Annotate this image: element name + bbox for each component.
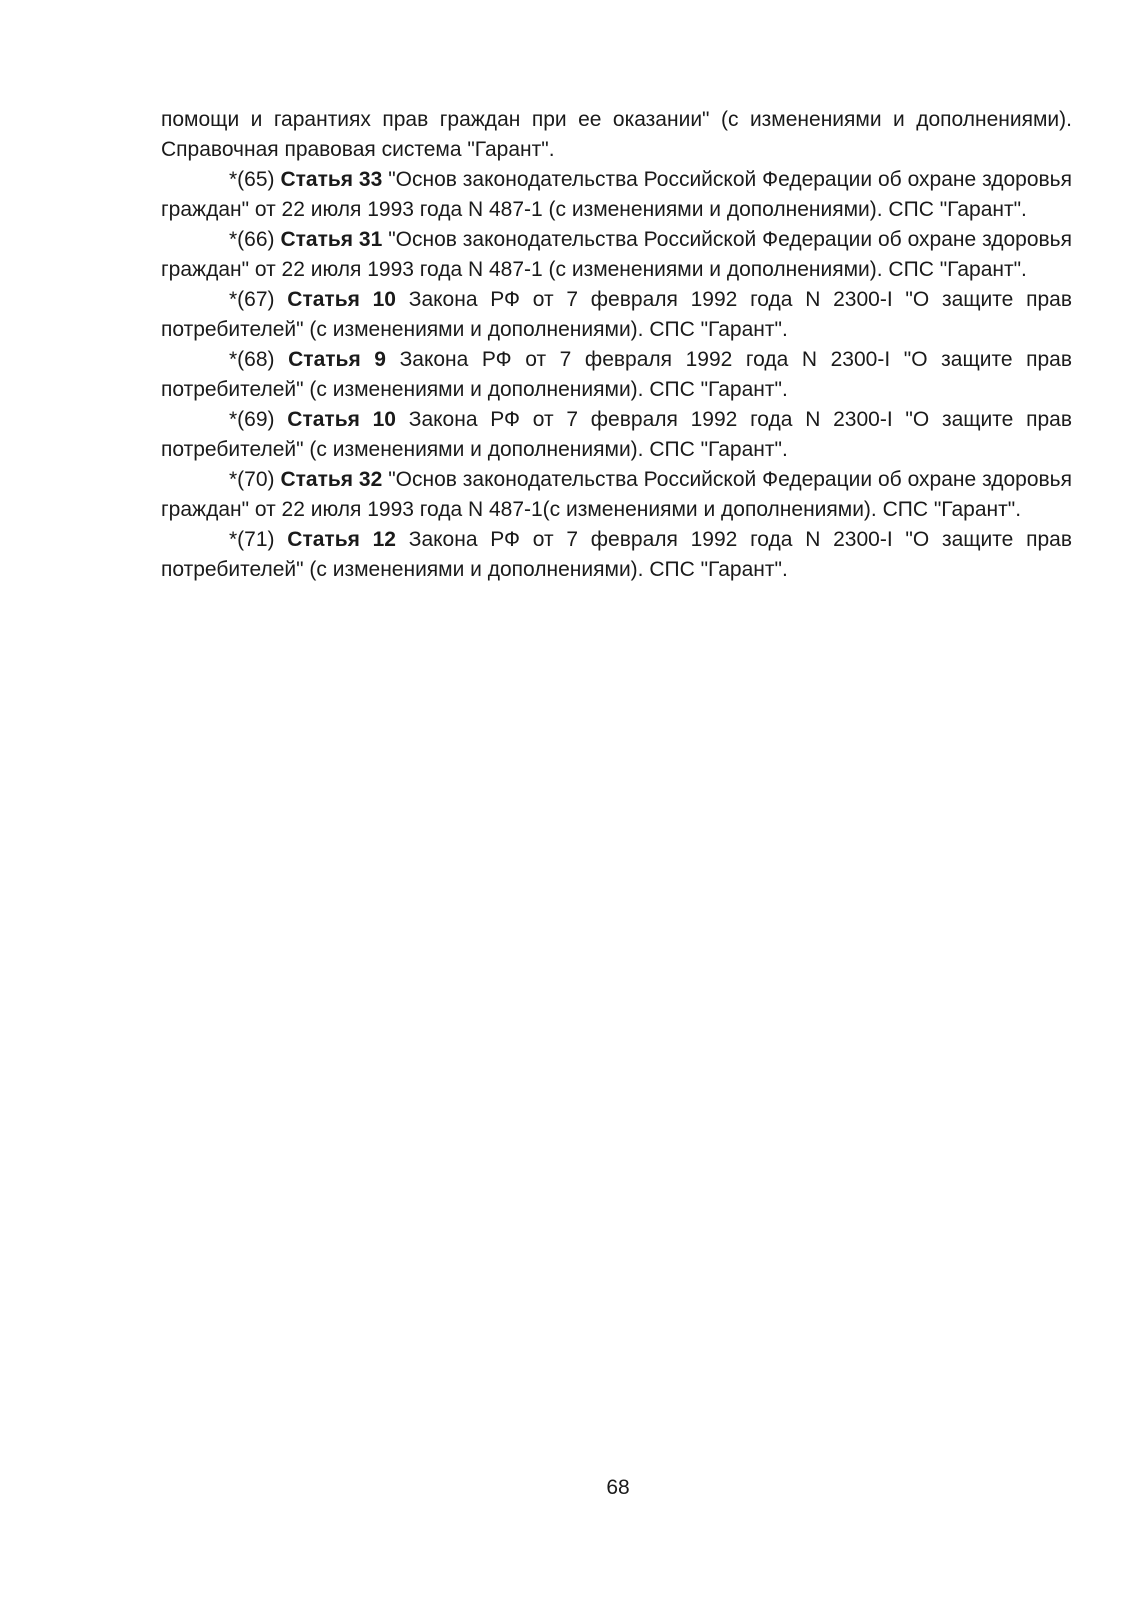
footnotes-block: [161, 105, 1072, 585]
footnote-text: Закона РФ от 7 февраля 1992 года N 2300-I "О защите прав потребителей" (с изменениями и дополнениями). СПС "Гарант".: [161, 348, 1072, 401]
footnote-65: [161, 165, 1072, 225]
footnote-marker: *(67): [229, 288, 275, 311]
footnote-text: Закона РФ от 7 февраля 1992 года N 2300-I "О защите прав потребителей" (с изменениями и дополнениями). СПС "Гарант".: [161, 408, 1072, 461]
footnote-article: Статья 32: [280, 468, 383, 491]
footnote-70: [161, 465, 1072, 525]
footnote-text: Закона РФ от 7 февраля 1992 года N 2300-I "О защите прав потребителей" (с изменениями и дополнениями). СПС "Гарант".: [161, 288, 1072, 341]
footnote-71: [161, 525, 1072, 585]
footnote-text: "Основ законодательства Российской Федерации об охране здоровья граждан" от 22 июля 1993 года N 487-1 (с изменениями и дополнениями). СПС "Гарант".: [161, 168, 1072, 221]
footnote-article: Статья 33: [280, 168, 383, 191]
footnote-66: [161, 225, 1072, 285]
footnote-67: [161, 285, 1072, 345]
footnote-text: Закона РФ от 7 февраля 1992 года N 2300-I "О защите прав потребителей" (с изменениями и дополнениями). СПС "Гарант".: [161, 528, 1072, 581]
footnote-article: Статья 10: [287, 288, 396, 311]
footnote-marker: *(65): [229, 168, 275, 191]
continued-footnote-text: помощи и гарантиях прав граждан при ее оказании" (с изменениями и дополнениями). Справочная правовая система "Гарант".: [161, 108, 1072, 161]
footnote-marker: *(69): [229, 408, 275, 431]
footnote-article: Статья 10: [287, 408, 396, 431]
footnote-marker: *(71): [229, 528, 275, 551]
footnote-article: Статья 31: [280, 228, 383, 251]
footnote-68: [161, 345, 1072, 405]
footnote-text: "Основ законодательства Российской Федерации об охране здоровья граждан" от 22 июля 1993 года N 487-1 (с изменениями и дополнениями). СПС "Гарант".: [161, 228, 1072, 281]
footnote-article: Статья 12: [287, 528, 396, 551]
footnote-69: [161, 405, 1072, 465]
footnote-article: Статья 9: [288, 348, 386, 371]
footnote-marker: *(70): [229, 468, 275, 491]
footnote-marker: *(68): [229, 348, 275, 371]
footnote-marker: *(66): [229, 228, 275, 251]
page-number: 68: [606, 1476, 630, 1499]
footnote-text: "Основ законодательства Российской Федерации об охране здоровья граждан" от 22 июля 1993 года N 487-1(с изменениями и дополнениями). СПС "Гарант".: [161, 468, 1072, 521]
